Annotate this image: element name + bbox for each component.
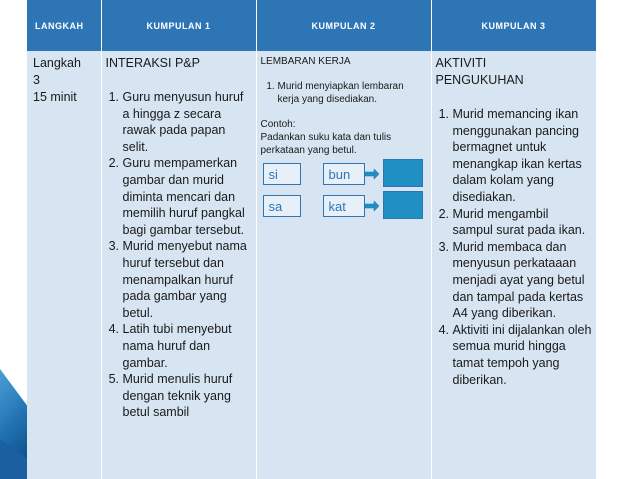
list-item: 3. Murid membaca dan menyusun perkataaan menjadi ayat yang betul dan tampal pada kertas A4 yang diberikan. bbox=[453, 239, 592, 322]
kumpulan-2-cell bbox=[256, 51, 431, 479]
syllable-tile: bun bbox=[323, 163, 365, 185]
list-item: 2. Murid mengambil sampul surat pada ikan. bbox=[453, 206, 592, 239]
langkah-cell bbox=[27, 51, 101, 479]
k2-title: LEMBARAN KERJA bbox=[260, 56, 351, 67]
list-item: 3. Murid menyebut nama huruf tersebut dan menampalkan huruf pada gambar yang betul. bbox=[123, 238, 252, 321]
list-item: 1. Guru menyusun huruf a hingga z secara rawak pada papan selit. bbox=[123, 89, 252, 155]
syllable-row bbox=[263, 195, 432, 219]
k2-list bbox=[261, 80, 427, 106]
langkah-number: 3 bbox=[33, 73, 40, 87]
answer-box bbox=[383, 191, 423, 219]
syllable-tile: si bbox=[263, 163, 301, 185]
header-kumpulan-2: KUMPULAN 2 bbox=[256, 0, 431, 51]
header-kumpulan-1: KUMPULAN 1 bbox=[101, 0, 256, 51]
list-item: 4. Latih tubi menyebut nama huruf dan gambar. bbox=[123, 321, 252, 371]
langkah-duration: 15 minit bbox=[33, 90, 77, 104]
k3-list bbox=[436, 106, 592, 388]
syllable-matching-exercise bbox=[261, 159, 427, 221]
list-item: 1. Murid menyiapkan lembaran kerja yang disediakan. bbox=[278, 80, 427, 106]
header-kumpulan-3: KUMPULAN 3 bbox=[431, 0, 596, 51]
syllable-tile: kat bbox=[323, 195, 365, 217]
k3-title: AKTIVITI PENGUKUHAN bbox=[435, 56, 524, 87]
list-item: 4. Aktiviti ini dijalankan oleh semua murid hingga tamat tempoh yang diberikan. bbox=[453, 322, 592, 388]
k2-instruction: Padankan suku kata dan tulis perkataan yang betul. bbox=[260, 132, 392, 156]
table-header-row bbox=[27, 0, 596, 51]
kumpulan-1-cell bbox=[101, 51, 256, 479]
k1-list bbox=[106, 89, 252, 421]
syllable-tile: sa bbox=[263, 195, 301, 217]
arrow-right-icon bbox=[365, 201, 379, 211]
list-item: 5. Murid menulis huruf dengan teknik yang betul sambil bbox=[123, 371, 252, 421]
list-item: 2. Guru mempamerkan gambar dan murid diminta mencari dan memilih huruf pangkal bagi gambar tersebut. bbox=[123, 155, 252, 238]
answer-box bbox=[383, 159, 423, 187]
table-row bbox=[27, 51, 596, 479]
langkah-label: Langkah bbox=[33, 56, 81, 70]
arrow-right-icon bbox=[365, 169, 379, 179]
syllable-row bbox=[263, 163, 432, 187]
header-langkah: LANGKAH bbox=[27, 0, 101, 51]
lesson-table bbox=[27, 0, 597, 479]
list-item: 1. Murid memancing ikan menggunakan pancing bermagnet untuk menangkap ikan kertas dalam kolam yang disediakan. bbox=[453, 106, 592, 206]
kumpulan-3-cell bbox=[431, 51, 596, 479]
k2-contoh: Contoh: bbox=[260, 119, 296, 130]
k1-title: INTERAKSI P&P bbox=[105, 56, 200, 70]
